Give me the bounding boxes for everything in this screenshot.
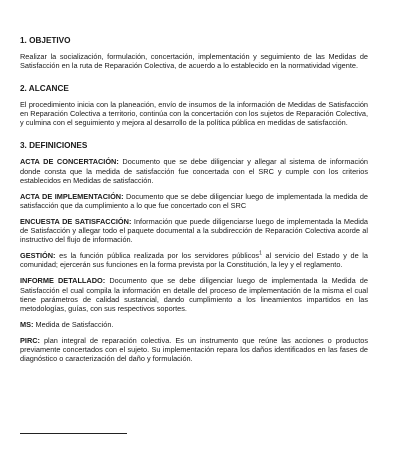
definition-text: Documento que se debe diligenciar luego de implementada la medida de satisfacción que da cumplimiento a lo que fue concertado con el SRC xyxy=(20,191,368,210)
definition-gestion xyxy=(20,251,368,269)
objetivo-text: Realizar la socialización, formulación, concertación, implementación y seguimiento de las Medidas de Satisfacción en la ruta de Reparación Colectiva, de acuerdo a lo establecido en la normatividad vigente. xyxy=(20,52,368,71)
definition-text: plan integral de reparación colectiva. Es un instrumento que reúne las acciones o productos previamente concertados con el sujeto. Su implementación repara los daños identificados en las fases de diagnóstico o caracterización del daño y formulación. xyxy=(20,335,368,364)
definition-term: ACTA DE CONCERTACIÓN: xyxy=(20,157,119,167)
definition-text-before-footnote: es la función pública realizada por los servidores públicos xyxy=(55,251,260,261)
definition-text: al servicio del Estado y de la comunidad; ejercerán sus funciones en la forma prevista por la Constitución, la ley y el reglamento. xyxy=(20,251,368,270)
footnote-separator xyxy=(20,433,127,434)
section-title-definiciones: 3. DEFINICIONES xyxy=(20,141,88,151)
definition-term: ENCUESTA DE SATISFACCIÓN: xyxy=(20,216,132,226)
definition-pirc xyxy=(20,336,368,363)
definition-acta-concertacion xyxy=(20,157,368,184)
alcance-text: El procedimiento inicia con la planeación, envío de insumos de la información de Medidas de Satisfacción en Reparación Colectiva a territorio, continúa con la concertación con los sujetos de Reparación Colectiva, y culmina con el seguimiento y mejora al desarrollo de la política pública en medidas de satisfacción. xyxy=(20,100,368,128)
definition-term: MS: xyxy=(20,319,34,329)
section-title-alcance: 2. ALCANCE xyxy=(20,84,69,94)
definition-term: INFORME DETALLADO: xyxy=(20,276,106,286)
definition-term: ACTA DE IMPLEMENTACIÓN: xyxy=(20,191,124,201)
footnote-marker: 1 xyxy=(259,250,262,257)
definition-text: Información que puede diligenciarse luego de implementada la Medida de Satisfacción y allegar todo el paquete documental a la subdirección de Reparación Colectiva acorde al instructivo del flujo de información. xyxy=(20,216,368,245)
definition-acta-implementacion xyxy=(20,192,368,210)
definition-term: PIRC: xyxy=(20,335,40,345)
section-title-objetivo: 1. OBJETIVO xyxy=(20,36,71,45)
definition-encuesta-satisfaccion xyxy=(20,217,368,244)
definition-text: Medida de Satisfacción. xyxy=(33,319,114,329)
definition-ms xyxy=(20,320,368,329)
definition-text: Documento que se debe diligenciar y allegar al sistema de información donde consta que la medida de satisfacción fue concertada con el SRC y cumple con los criterios establecidos en Medidas de satisfacción. xyxy=(20,157,368,185)
definition-informe-detallado xyxy=(20,276,368,312)
definition-term: GESTIÓN: xyxy=(20,251,56,261)
definition-text: Documento que se debe diligenciar luego de implementada la Medida de Satisfacción el cual compila la información en detalle del proceso de implementación de la misma el cual tiene parámetros de calidad sustancial, dando cumplimiento a los lineamientos impartidos en las metodologías, guías, con sus respectivos soportes. xyxy=(20,276,368,313)
